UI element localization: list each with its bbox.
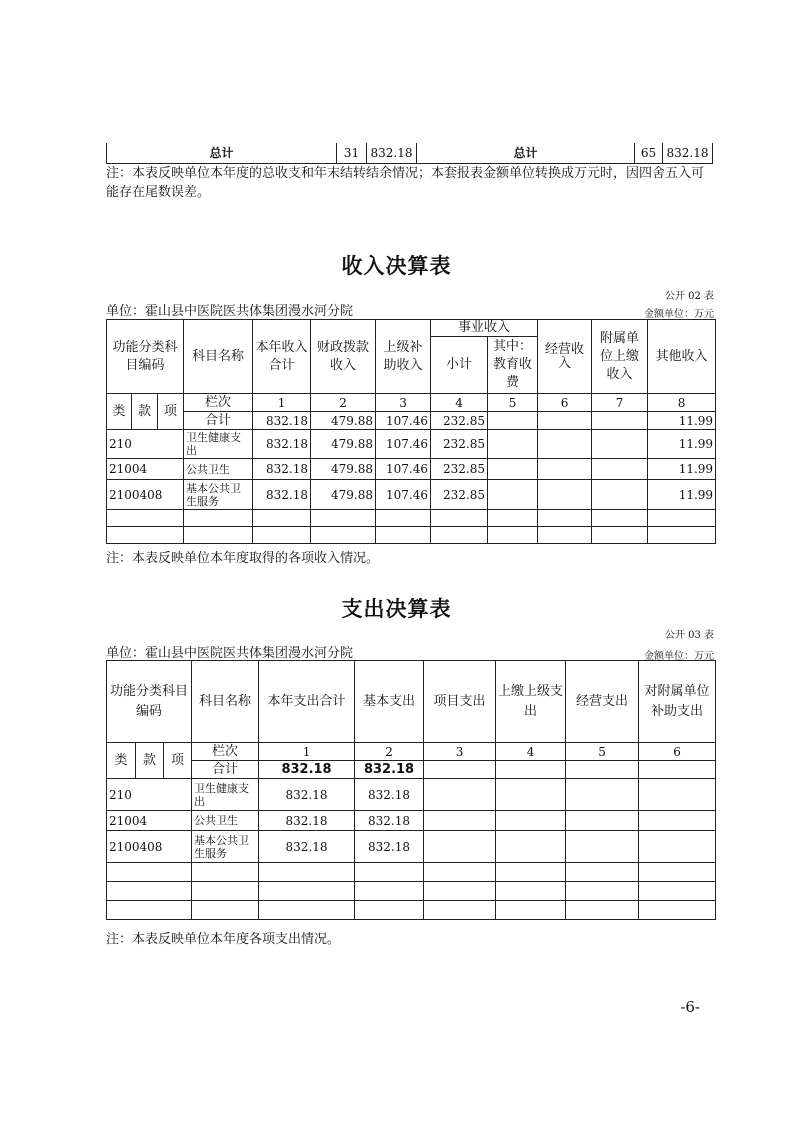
income-cell: 479.88	[311, 459, 376, 480]
income-col-num: 3	[376, 394, 431, 412]
expense-header-superior: 上缴上级支出	[496, 661, 566, 743]
income-cell: 11.99	[648, 430, 716, 459]
expense-cell: 832.18	[355, 831, 424, 863]
income-cell: 479.88	[311, 480, 376, 510]
expense-cell	[496, 811, 566, 831]
expense-cell	[566, 831, 639, 863]
income-row-code: 2100408	[107, 480, 184, 510]
table-row-empty	[107, 510, 716, 527]
expense-total-cell	[566, 761, 639, 779]
income-header-kuan: 款	[132, 394, 158, 430]
income-cell: 11.99	[648, 480, 716, 510]
table-row	[107, 811, 716, 831]
income-cell: 479.88	[311, 430, 376, 459]
income-cell	[488, 430, 538, 459]
income-total-cell	[592, 412, 648, 430]
income-total-cell	[488, 412, 538, 430]
expense-total-cell: 832.18	[355, 761, 424, 779]
expense-col-num: 5	[566, 743, 639, 761]
income-note: 注：本表反映单位本年度取得的各项收入情况。	[106, 551, 380, 566]
income-cell	[488, 459, 538, 480]
income-header-affiliated: 附属单位上缴收入	[592, 320, 648, 394]
income-header-other: 其他收入	[648, 320, 716, 394]
table-row-empty	[107, 527, 716, 544]
table-row-empty	[107, 863, 716, 882]
income-col-num: 1	[253, 394, 311, 412]
income-cell: 832.18	[253, 430, 311, 459]
expense-cell	[566, 779, 639, 811]
table-row-empty	[107, 882, 716, 901]
income-cell: 232.85	[431, 480, 488, 510]
income-header-business: 事业收入	[431, 320, 538, 337]
income-unit: 单位：霍山县中医院医共体集团漫水河分院	[106, 304, 354, 319]
expense-cell: 832.18	[355, 811, 424, 831]
summary-total-table	[106, 143, 713, 164]
income-heji-label: 合计	[184, 412, 253, 430]
expense-cell: 832.18	[259, 831, 355, 863]
summary-note: 注：本表反映单位本年度的总收支和年末结转结余情况；本套报表金额单位转换成万元时，因四舍五入可能存在尾数误差。	[106, 166, 705, 200]
income-header-func-code: 功能分类科目编码	[107, 320, 184, 394]
table-row	[107, 779, 716, 811]
expense-cell	[424, 831, 496, 863]
income-currency: 金额单位：万元	[644, 309, 714, 320]
expense-header-total: 本年支出合计	[259, 661, 355, 743]
table-row	[107, 480, 716, 510]
income-cell: 832.18	[253, 480, 311, 510]
summary-right-label: 总计	[417, 143, 635, 163]
income-header-edu: 其中：教育收费	[488, 337, 538, 394]
expense-header-basic: 基本支出	[355, 661, 424, 743]
income-col-num: 6	[538, 394, 592, 412]
expense-row-name: 基本公共卫生服务	[192, 831, 259, 863]
expense-cell	[424, 779, 496, 811]
income-col-num: 8	[648, 394, 716, 412]
income-header-total: 本年收入合计	[253, 320, 311, 394]
expense-total-cell	[639, 761, 716, 779]
income-row-name: 卫生健康支出	[184, 430, 253, 459]
expense-row-name: 卫生健康支出	[192, 779, 259, 811]
income-form-code: 公开 02 表	[664, 291, 714, 302]
summary-right-amount: 832.18	[663, 143, 713, 163]
income-cell	[592, 459, 648, 480]
income-total-cell	[538, 412, 592, 430]
expense-currency: 金额单位：万元	[644, 651, 714, 662]
expense-cell	[639, 811, 716, 831]
summary-left-label: 总计	[107, 143, 337, 163]
income-total-cell: 107.46	[376, 412, 431, 430]
expense-header-func-code: 功能分类科目编码	[107, 661, 192, 743]
income-header-fiscal: 财政拨款收入	[311, 320, 376, 394]
table-row	[107, 459, 716, 480]
expense-table	[106, 660, 716, 920]
expense-cell	[566, 811, 639, 831]
income-cell: 832.18	[253, 459, 311, 480]
income-total-cell: 479.88	[311, 412, 376, 430]
income-title: 收入决算表	[341, 254, 452, 278]
income-total-cell: 832.18	[253, 412, 311, 430]
income-lanci-label: 栏次	[184, 394, 253, 412]
summary-right-row: 65	[635, 143, 663, 163]
summary-left-amount: 832.18	[367, 143, 417, 163]
income-col-num: 5	[488, 394, 538, 412]
expense-row-code: 21004	[107, 811, 192, 831]
expense-heji-label: 合计	[192, 761, 259, 779]
expense-total-cell	[496, 761, 566, 779]
expense-header-project: 项目支出	[424, 661, 496, 743]
expense-cell	[496, 831, 566, 863]
income-col-num: 7	[592, 394, 648, 412]
expense-cell	[639, 779, 716, 811]
table-row-empty	[107, 901, 716, 920]
income-total-cell: 232.85	[431, 412, 488, 430]
income-col-num: 4	[431, 394, 488, 412]
income-row-name: 公共卫生	[184, 459, 253, 480]
income-cell	[488, 480, 538, 510]
expense-header-subject: 科目名称	[192, 661, 259, 743]
income-table	[106, 319, 716, 544]
income-row-code: 21004	[107, 459, 184, 480]
expense-col-num: 2	[355, 743, 424, 761]
expense-cell	[639, 831, 716, 863]
expense-col-num: 3	[424, 743, 496, 761]
expense-cell	[496, 779, 566, 811]
expense-col-num: 1	[259, 743, 355, 761]
income-header-subtotal: 小计	[431, 337, 488, 394]
table-row	[107, 430, 716, 459]
expense-cell	[424, 811, 496, 831]
expense-lanci-label: 栏次	[192, 743, 259, 761]
expense-row-code: 2100408	[107, 831, 192, 863]
income-col-num: 2	[311, 394, 376, 412]
expense-form-code: 公开 03 表	[664, 630, 714, 641]
income-cell	[538, 459, 592, 480]
expense-col-num: 4	[496, 743, 566, 761]
expense-header-operating: 经营支出	[566, 661, 639, 743]
income-cell	[538, 480, 592, 510]
page-number: -6-	[680, 998, 700, 1016]
income-cell: 107.46	[376, 430, 431, 459]
expense-cell: 832.18	[259, 811, 355, 831]
income-header-subject: 科目名称	[184, 320, 253, 394]
expense-header-kuan: 款	[136, 743, 164, 779]
expense-total-cell: 832.18	[259, 761, 355, 779]
income-cell: 232.85	[431, 459, 488, 480]
summary-left-row: 31	[337, 143, 367, 163]
expense-total-cell	[424, 761, 496, 779]
expense-title: 支出决算表	[341, 597, 452, 621]
income-header-operating: 经营收入	[538, 320, 592, 394]
income-header-xiang: 项	[158, 394, 184, 430]
expense-cell: 832.18	[259, 779, 355, 811]
table-row	[107, 831, 716, 863]
expense-row-name: 公共卫生	[192, 811, 259, 831]
expense-cell: 832.18	[355, 779, 424, 811]
expense-header-xiang: 项	[164, 743, 192, 779]
income-cell	[592, 480, 648, 510]
income-cell: 107.46	[376, 459, 431, 480]
expense-row-code: 210	[107, 779, 192, 811]
expense-header-lei: 类	[107, 743, 136, 779]
income-cell: 11.99	[648, 459, 716, 480]
expense-header-affiliated: 对附属单位补助支出	[639, 661, 716, 743]
expense-unit: 单位：霍山县中医院医共体集团漫水河分院	[106, 646, 354, 661]
income-cell: 107.46	[376, 480, 431, 510]
income-cell	[592, 430, 648, 459]
income-row-code: 210	[107, 430, 184, 459]
income-total-cell: 11.99	[648, 412, 716, 430]
expense-col-num: 6	[639, 743, 716, 761]
income-header-lei: 类	[107, 394, 132, 430]
expense-note: 注：本表反映单位本年度各项支出情况。	[106, 932, 341, 947]
income-header-superior: 上级补助收入	[376, 320, 431, 394]
income-cell	[538, 430, 592, 459]
income-row-name: 基本公共卫生服务	[184, 480, 253, 510]
income-cell: 232.85	[431, 430, 488, 459]
